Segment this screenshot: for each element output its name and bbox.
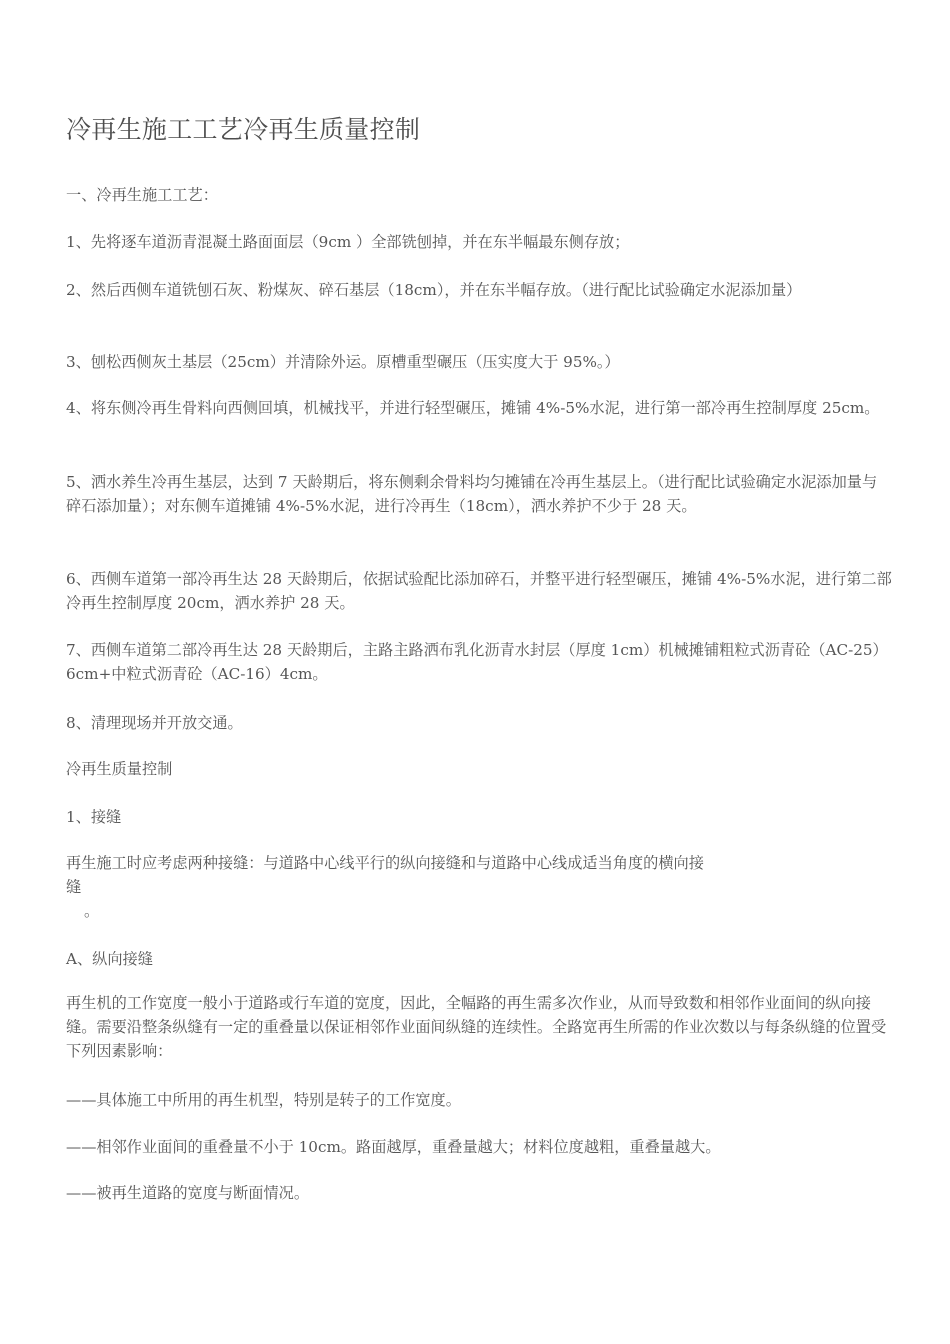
step-8: 8、清理现场并开放交通。: [66, 714, 243, 732]
subsection-heading-joint: 1、接缝: [66, 808, 122, 826]
joint-intro-line-2: 缝: [66, 878, 82, 896]
step-7: 7、西侧车道第二部冷再生达 28 天龄期后，主路主路洒布乳化沥青水封层（厚度 1cm）机械摊铺粗粒式沥青砼（AC-25） 6cm+中粒式沥青砼（AC-16）4cm。: [66, 641, 888, 683]
step-2: 2、然后西侧车道铣刨石灰、粉煤灰、碎石基层（18cm），并在东半幅存放。（进行配比试验确定水泥添加量）: [66, 281, 802, 299]
step-1: 1、先将逐车道沥青混凝土路面面层（9cm ）全部铣刨掉，并在东半幅最东侧存放；: [66, 233, 630, 251]
step-4: 4、将东侧冷再生骨料向西侧回填，机械找平，并进行轻型碾压，摊铺 4%-5%水泥，进行第一部冷再生控制厚度 25cm。: [66, 399, 880, 417]
factor-3: ——被再生道路的宽度与断面情况。: [66, 1184, 309, 1202]
joint-intro-tail: 。: [84, 902, 100, 920]
section-heading-quality: 冷再生质量控制: [66, 760, 173, 778]
subsection-heading-longitudinal: A、纵向接缝: [66, 950, 153, 968]
factor-1: ——具体施工中所用的再生机型，特别是转子的工作宽度。: [66, 1091, 461, 1109]
section-heading-process: 一、冷再生施工工艺：: [66, 186, 218, 204]
step-3: 3、刨松西侧灰土基层（25cm）并清除外运。原槽重型碾压（压实度大于 95%。）: [66, 353, 620, 371]
document-title: 冷再生施工工艺冷再生质量控制: [66, 115, 421, 144]
longitudinal-paragraph: 再生机的工作宽度一般小于道路或行车道的宽度，因此，全幅路的再生需多次作业，从而导致数和相邻作业面间的纵向接缝。需要沿整条纵缝有一定的重叠量以保证相邻作业面间纵缝的连续性。全路宽再生所需的作业次数以与每条纵缝的位置受下列因素影响：: [66, 994, 887, 1060]
step-5: 5、洒水养生冷再生基层，达到 7 天龄期后，将东侧剩余骨料均匀摊铺在冷再生基层上。（进行配比试验确定水泥添加量与碎石添加量）；对东侧车道摊铺 4%-5%水泥，进行冷再生（18cm），洒水养护不少于 28 天。: [66, 473, 878, 515]
factor-2: ——相邻作业面间的重叠量不小于 10cm。路面越厚，重叠量越大；材料位度越粗，重叠量越大。: [66, 1138, 721, 1156]
joint-intro-line-1: 再生施工时应考虑两种接缝：与道路中心线平行的纵向接缝和与道路中心线成适当角度的横向接: [66, 854, 704, 872]
step-6: 6、西侧车道第一部冷再生达 28 天龄期后，依据试验配比添加碎石，并整平进行轻型碾压，摊铺 4%-5%水泥，进行第二部冷再生控制厚度 20cm，洒水养护 28 天。: [66, 570, 892, 612]
